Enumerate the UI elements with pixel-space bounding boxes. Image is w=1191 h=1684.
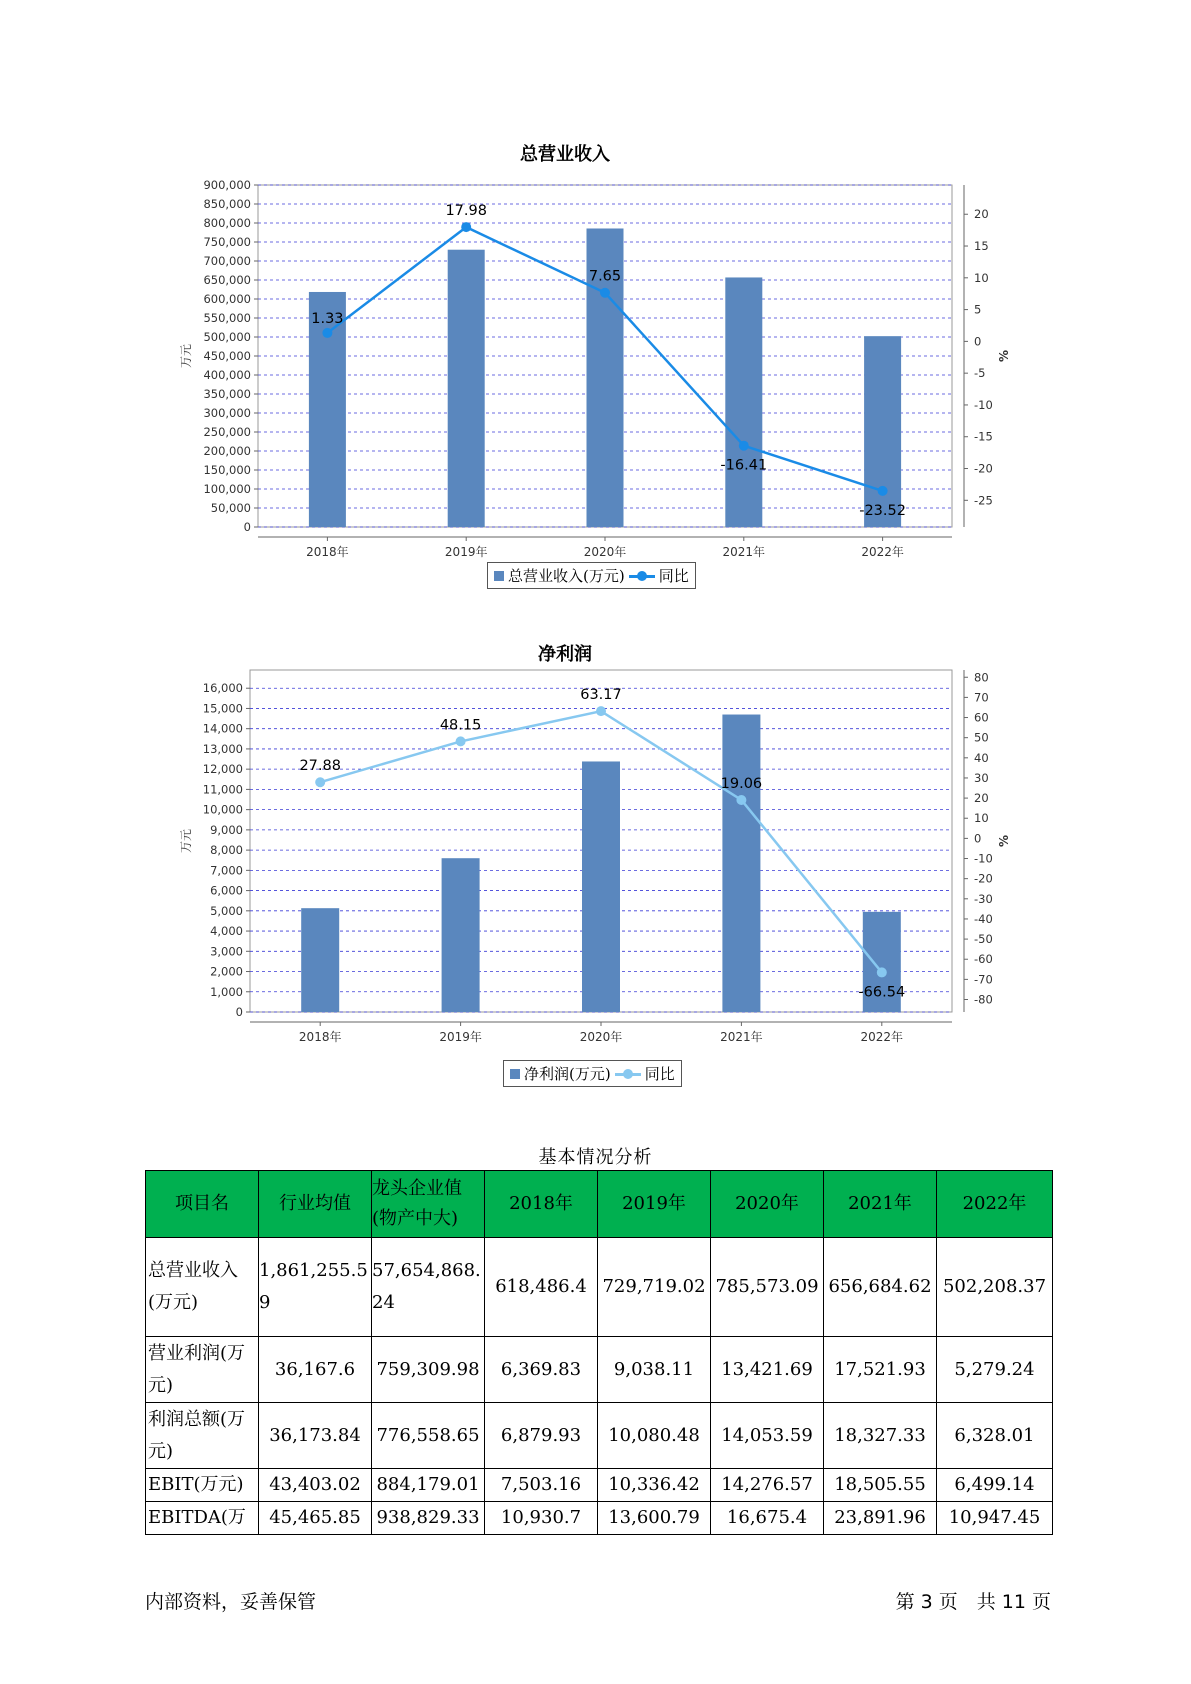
yoy-point: [736, 795, 746, 805]
table-row: [146, 1469, 1053, 1502]
y2-tick-label: 40: [974, 750, 989, 765]
y2-tick-label: -40: [974, 911, 993, 926]
table-cell: 14,053.59: [711, 1403, 824, 1469]
data-label: 17.98: [445, 203, 487, 220]
y2-tick-label: -10: [974, 397, 993, 412]
data-label: 48.15: [439, 717, 482, 734]
table-cell: 45,465.85: [259, 1502, 372, 1535]
y-axis-label: 万元: [179, 343, 193, 369]
table-cell: 6,499.14: [937, 1469, 1053, 1502]
row-label: EBITDA(万: [146, 1502, 259, 1535]
y2-tick-label: 15: [974, 239, 989, 254]
footer-confidential: 内部资料，妥善保管: [145, 1591, 317, 1613]
table-cell: 6,369.83: [485, 1337, 598, 1403]
y2-tick-label: -5: [974, 366, 986, 381]
x-tick-label: 2022年: [861, 545, 904, 559]
table-cell: 776,558.65: [372, 1403, 485, 1469]
header-cell: 2022年: [937, 1171, 1053, 1238]
header-cell: 2018年: [485, 1171, 598, 1238]
y2-tick-label: -60: [974, 952, 993, 967]
y-tick-label: 900,000: [203, 178, 251, 192]
y2-tick-label: 30: [974, 770, 989, 785]
line-swatch: [629, 571, 655, 581]
y-tick-label: 200,000: [203, 444, 251, 458]
row-label: EBIT(万元): [146, 1469, 259, 1502]
y-tick-label: 50,000: [210, 501, 251, 515]
table-cell: 9,038.11: [598, 1337, 711, 1403]
table-cell: 23,891.96: [824, 1502, 937, 1535]
legend-bar-label: 总营业收入(万元): [508, 567, 625, 585]
yoy-point: [877, 967, 887, 977]
y2-tick-label: 20: [974, 791, 989, 806]
bar-swatch: [494, 571, 504, 581]
yoy-point: [315, 777, 325, 787]
footer-page-number: 第 3 页 共 11 页: [895, 1591, 1051, 1613]
x-tick-label: 2022年: [860, 1030, 904, 1044]
bar: [448, 250, 485, 527]
y2-tick-label: -15: [974, 429, 993, 444]
yoy-point: [461, 222, 471, 232]
y-tick-label: 350,000: [203, 387, 251, 401]
table-row: [146, 1238, 1053, 1337]
table-cell: 1,861,255.59: [259, 1238, 372, 1337]
y2-tick-label: 10: [974, 811, 989, 826]
table-cell: 13,600.79: [598, 1502, 711, 1535]
y2-tick-label: 70: [974, 690, 989, 705]
y2-tick-label: -30: [974, 891, 993, 906]
data-label: -66.54: [858, 984, 906, 1001]
y2-tick-label: -25: [974, 493, 993, 508]
x-tick-label: 2020年: [579, 1030, 623, 1044]
table-cell: 6,328.01: [937, 1403, 1053, 1469]
bar: [722, 715, 760, 1012]
x-tick-label: 2019年: [439, 1030, 482, 1044]
y-tick-label: 12,000: [202, 762, 243, 777]
y-tick-label: 850,000: [203, 197, 251, 211]
net-profit-chart: [150, 640, 1011, 1090]
y-tick-label: 800,000: [203, 216, 251, 230]
table-cell: 18,505.55: [824, 1469, 937, 1502]
bar-swatch: [510, 1069, 520, 1079]
header-cell: 龙头企业值(物产中大): [372, 1171, 485, 1238]
table-cell: 10,947.45: [937, 1502, 1053, 1535]
y2-tick-label: 10: [974, 270, 989, 285]
net-profit-chart-svg: [150, 665, 1011, 1085]
table-cell: 656,684.62: [824, 1238, 937, 1337]
table-header-row: [146, 1171, 1053, 1238]
row-label: 利润总额(万元): [146, 1403, 259, 1469]
y-tick-label: 150,000: [203, 463, 251, 477]
data-label: -23.52: [859, 502, 906, 519]
y2-tick-label: -20: [974, 461, 993, 476]
y-tick-label: 400,000: [203, 368, 251, 382]
table-cell: 759,309.98: [372, 1337, 485, 1403]
data-label: 63.17: [580, 687, 622, 704]
basic-analysis-table: [145, 1170, 1053, 1535]
y2-axis-label: %: [997, 349, 1011, 363]
y-tick-label: 13,000: [202, 741, 243, 756]
y2-tick-label: -70: [974, 972, 993, 987]
y2-tick-label: 5: [974, 302, 982, 317]
line-swatch: [615, 1069, 641, 1079]
table-cell: 10,336.42: [598, 1469, 711, 1502]
y-tick-label: 9,000: [210, 822, 243, 837]
y-tick-label: 7,000: [210, 863, 243, 878]
y-tick-label: 250,000: [203, 425, 251, 439]
x-tick-label: 2021年: [720, 1030, 763, 1044]
y-tick-label: 700,000: [203, 254, 251, 268]
y2-tick-label: -50: [974, 932, 993, 947]
yoy-point: [322, 328, 332, 338]
y-tick-label: 6,000: [210, 883, 243, 898]
table-cell: 785,573.09: [711, 1238, 824, 1337]
y2-tick-label: 60: [974, 710, 989, 725]
table-cell: 10,080.48: [598, 1403, 711, 1469]
bar: [864, 336, 901, 527]
table-title: 基本情况分析: [538, 1147, 653, 1168]
revenue-chart-svg: [150, 165, 1011, 585]
data-label: 1.33: [311, 310, 344, 327]
legend-line-label: 同比: [644, 1065, 675, 1083]
y-tick-label: 450,000: [203, 349, 251, 363]
y-tick-label: 10,000: [202, 802, 243, 817]
table-row: [146, 1337, 1053, 1403]
y2-tick-label: 0: [974, 831, 982, 846]
y2-tick-label: 50: [974, 730, 989, 745]
x-tick-label: 2021年: [722, 545, 766, 559]
y-tick-label: 100,000: [203, 482, 251, 496]
table-cell: 6,879.93: [485, 1403, 598, 1469]
table-cell: 14,276.57: [711, 1469, 824, 1502]
revenue-chart: [150, 140, 1011, 600]
y-tick-label: 11,000: [202, 782, 243, 797]
chart-legend: [503, 1060, 682, 1087]
y2-tick-label: -80: [974, 992, 993, 1007]
table-cell: 5,279.24: [937, 1337, 1053, 1403]
bar: [309, 292, 346, 527]
y-tick-label: 300,000: [203, 406, 251, 420]
y2-tick-label: 0: [974, 334, 982, 349]
chart-title: 总营业收入: [520, 144, 610, 165]
table-cell: 43,403.02: [259, 1469, 372, 1502]
bar: [582, 761, 620, 1012]
table-cell: 57,654,868.24: [372, 1238, 485, 1337]
yoy-point: [600, 288, 610, 298]
table-cell: 502,208.37: [937, 1238, 1053, 1337]
chart-legend: [487, 562, 696, 589]
table-cell: 36,173.84: [259, 1403, 372, 1469]
x-tick-label: 2020年: [583, 545, 627, 559]
data-label: -16.41: [720, 457, 768, 474]
header-cell: 2020年: [711, 1171, 824, 1238]
yoy-point: [878, 486, 888, 496]
legend-bar-label: 净利润(万元): [524, 1065, 611, 1083]
table-cell: 10,930.7: [485, 1502, 598, 1535]
y-tick-label: 1,000: [210, 984, 243, 999]
chart-title: 净利润: [538, 644, 592, 665]
y-tick-label: 2,000: [210, 964, 243, 979]
y-tick-label: 5,000: [210, 903, 243, 918]
y-tick-label: 600,000: [203, 292, 251, 306]
x-tick-label: 2018年: [306, 545, 349, 559]
table-cell: 618,486.4: [485, 1238, 598, 1337]
yoy-point: [456, 736, 466, 746]
y-tick-label: 750,000: [203, 235, 251, 249]
header-cell: 2021年: [824, 1171, 937, 1238]
y-axis-label: 万元: [179, 828, 193, 854]
table-cell: 17,521.93: [824, 1337, 937, 1403]
y-tick-label: 650,000: [203, 273, 251, 287]
yoy-point: [739, 441, 749, 451]
table-cell: 7,503.16: [485, 1469, 598, 1502]
y-tick-label: 16,000: [202, 681, 243, 696]
bar: [442, 858, 480, 1012]
table-cell: 36,167.6: [259, 1337, 372, 1403]
y2-tick-label: -10: [974, 851, 993, 866]
yoy-point: [596, 706, 606, 716]
y-tick-label: 550,000: [203, 311, 251, 325]
table-cell: 729,719.02: [598, 1238, 711, 1337]
y-tick-label: 4,000: [210, 924, 243, 939]
y-tick-label: 8,000: [210, 843, 243, 858]
x-tick-label: 2018年: [298, 1030, 342, 1044]
y-tick-label: 500,000: [203, 330, 251, 344]
data-label: 27.88: [299, 758, 341, 775]
bar: [301, 908, 339, 1012]
table-row: [146, 1403, 1053, 1469]
table-cell: 13,421.69: [711, 1337, 824, 1403]
y2-tick-label: -20: [974, 871, 993, 886]
y2-axis-label: %: [997, 834, 1011, 848]
y-tick-label: 0: [235, 1005, 243, 1019]
row-label: 营业利润(万元): [146, 1337, 259, 1403]
y2-tick-label: 80: [974, 670, 989, 685]
y-tick-label: 0: [243, 520, 251, 534]
data-label: 19.06: [720, 775, 763, 792]
y-tick-label: 15,000: [202, 701, 243, 716]
header-cell: 项目名: [146, 1171, 259, 1238]
table-cell: 938,829.33: [372, 1502, 485, 1535]
x-tick-label: 2019年: [444, 545, 488, 559]
header-cell: 2019年: [598, 1171, 711, 1238]
data-label: 7.65: [588, 268, 622, 285]
bar: [725, 277, 762, 527]
table-cell: 18,327.33: [824, 1403, 937, 1469]
table-row: [146, 1502, 1053, 1535]
row-label: 总营业收入(万元): [146, 1238, 259, 1337]
legend-line-label: 同比: [658, 567, 689, 585]
table-cell: 884,179.01: [372, 1469, 485, 1502]
header-cell: 行业均值: [259, 1171, 372, 1238]
y-tick-label: 14,000: [202, 721, 243, 736]
y-tick-label: 3,000: [210, 944, 243, 959]
table-cell: 16,675.4: [711, 1502, 824, 1535]
y2-tick-label: 20: [974, 207, 989, 222]
